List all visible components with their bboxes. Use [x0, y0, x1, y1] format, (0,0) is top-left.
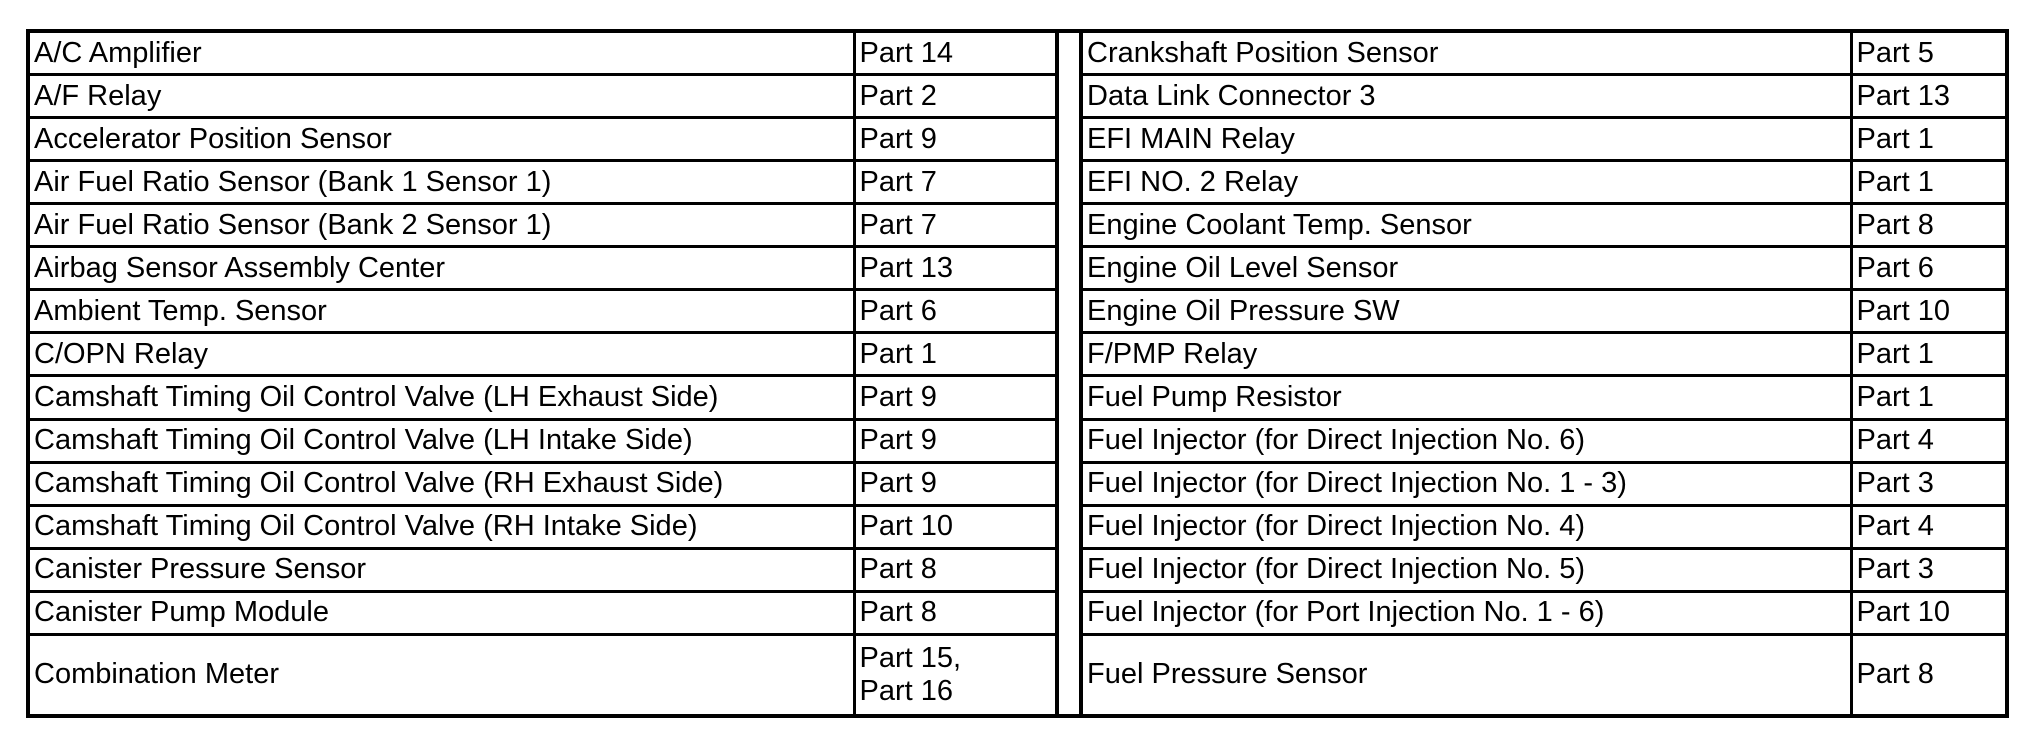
component-name-cell: Crankshaft Position Sensor [1083, 33, 1851, 75]
part-reference-cell: Part 10 [1851, 591, 2005, 634]
part-reference-cell: Part 13 [1851, 75, 2005, 118]
component-name-cell: Camshaft Timing Oil Control Valve (RH Intake Side) [30, 505, 854, 548]
table-row [1083, 505, 2005, 548]
part-reference-cell: Part 1 [854, 333, 1055, 376]
part-reference-cell: Part 3 [1851, 548, 2005, 591]
table-row [30, 376, 1055, 419]
table-row [30, 419, 1055, 462]
table-row [30, 634, 1055, 714]
component-name-cell: A/C Amplifier [30, 33, 854, 75]
part-reference-cell: Part 8 [854, 591, 1055, 634]
table-row [30, 247, 1055, 290]
part-reference-cell: Part 8 [1851, 204, 2005, 247]
component-name-cell: Fuel Injector (for Direct Injection No. 6) [1083, 419, 1851, 462]
part-reference-cell: Part 9 [854, 376, 1055, 419]
part-reference-cell: Part 5 [1851, 33, 2005, 75]
component-name-cell: Fuel Pressure Sensor [1083, 634, 1851, 714]
component-name-cell: Accelerator Position Sensor [30, 118, 854, 161]
table-row [1083, 419, 2005, 462]
component-name-cell: Air Fuel Ratio Sensor (Bank 1 Sensor 1) [30, 161, 854, 204]
table-row [1083, 33, 2005, 75]
component-name-cell: Air Fuel Ratio Sensor (Bank 2 Sensor 1) [30, 204, 854, 247]
component-name-cell: Combination Meter [30, 634, 854, 714]
component-name-cell: Data Link Connector 3 [1083, 75, 1851, 118]
table-row [1083, 290, 2005, 333]
component-name-cell: Canister Pressure Sensor [30, 548, 854, 591]
component-name-cell: Airbag Sensor Assembly Center [30, 247, 854, 290]
table-row [30, 462, 1055, 505]
component-name-cell: EFI MAIN Relay [1083, 118, 1851, 161]
table-row [1083, 591, 2005, 634]
component-name-cell: Fuel Pump Resistor [1083, 376, 1851, 419]
table-row [30, 118, 1055, 161]
table-row [30, 75, 1055, 118]
table-row [30, 33, 1055, 75]
part-reference-cell: Part 1 [1851, 161, 2005, 204]
right-table-body [1083, 33, 2005, 714]
table-row [30, 290, 1055, 333]
parts-location-index [26, 29, 2009, 718]
part-reference-line: Part 15, [859, 641, 962, 674]
table-row [30, 161, 1055, 204]
component-name-cell: EFI NO. 2 Relay [1083, 161, 1851, 204]
table-row [30, 204, 1055, 247]
table-row [1083, 462, 2005, 505]
table-row [1083, 204, 2005, 247]
component-name-cell: Engine Coolant Temp. Sensor [1083, 204, 1851, 247]
part-reference-cell: Part 8 [1851, 634, 2005, 714]
component-name-cell: A/F Relay [30, 75, 854, 118]
part-reference-cell: Part 4 [1851, 505, 2005, 548]
table-row [1083, 333, 2005, 376]
component-name-cell: Ambient Temp. Sensor [30, 290, 854, 333]
part-reference-cell: Part 7 [854, 161, 1055, 204]
part-reference-cell: Part 1 [1851, 118, 2005, 161]
component-name-cell: Canister Pump Module [30, 591, 854, 634]
part-reference-cell: Part 1 [1851, 333, 2005, 376]
table-row [1083, 634, 2005, 714]
table-row [1083, 75, 2005, 118]
part-reference-cell [854, 634, 1055, 714]
component-name-cell: Camshaft Timing Oil Control Valve (LH Intake Side) [30, 419, 854, 462]
table-row [1083, 118, 2005, 161]
table-row [30, 591, 1055, 634]
component-name-cell: Engine Oil Level Sensor [1083, 247, 1851, 290]
left-table-body [30, 33, 1055, 714]
part-reference-cell: Part 6 [1851, 247, 2005, 290]
table-row [1083, 548, 2005, 591]
part-reference-cell: Part 9 [854, 118, 1055, 161]
part-reference-cell: Part 13 [854, 247, 1055, 290]
part-reference-cell: Part 7 [854, 204, 1055, 247]
part-reference-cell: Part 3 [1851, 462, 2005, 505]
column-divider [1055, 33, 1083, 714]
part-reference-cell: Part 9 [854, 419, 1055, 462]
part-reference-cell: Part 2 [854, 75, 1055, 118]
component-name-cell: Fuel Injector (for Port Injection No. 1 - 6) [1083, 591, 1851, 634]
table-row [30, 505, 1055, 548]
part-reference-cell: Part 4 [1851, 419, 2005, 462]
part-reference-cell: Part 1 [1851, 376, 2005, 419]
table-row [1083, 376, 2005, 419]
component-name-cell: Fuel Injector (for Direct Injection No. 1 - 3) [1083, 462, 1851, 505]
component-name-cell: C/OPN Relay [30, 333, 854, 376]
component-name-cell: F/PMP Relay [1083, 333, 1851, 376]
component-name-cell: Camshaft Timing Oil Control Valve (RH Exhaust Side) [30, 462, 854, 505]
component-name-cell: Fuel Injector (for Direct Injection No. 5) [1083, 548, 1851, 591]
table-row [30, 548, 1055, 591]
left-parts-table [30, 33, 1055, 714]
part-reference-cell: Part 10 [1851, 290, 2005, 333]
component-name-cell: Engine Oil Pressure SW [1083, 290, 1851, 333]
table-row [30, 333, 1055, 376]
part-reference-cell: Part 14 [854, 33, 1055, 75]
part-reference-line: Part 16 [859, 674, 953, 707]
table-row [1083, 161, 2005, 204]
component-name-cell: Camshaft Timing Oil Control Valve (LH Exhaust Side) [30, 376, 854, 419]
component-name-cell: Fuel Injector (for Direct Injection No. 4) [1083, 505, 1851, 548]
part-reference-cell: Part 9 [854, 462, 1055, 505]
table-row [1083, 247, 2005, 290]
part-reference-cell: Part 10 [854, 505, 1055, 548]
part-reference-cell: Part 8 [854, 548, 1055, 591]
part-reference-cell: Part 6 [854, 290, 1055, 333]
right-parts-table [1083, 33, 2005, 714]
